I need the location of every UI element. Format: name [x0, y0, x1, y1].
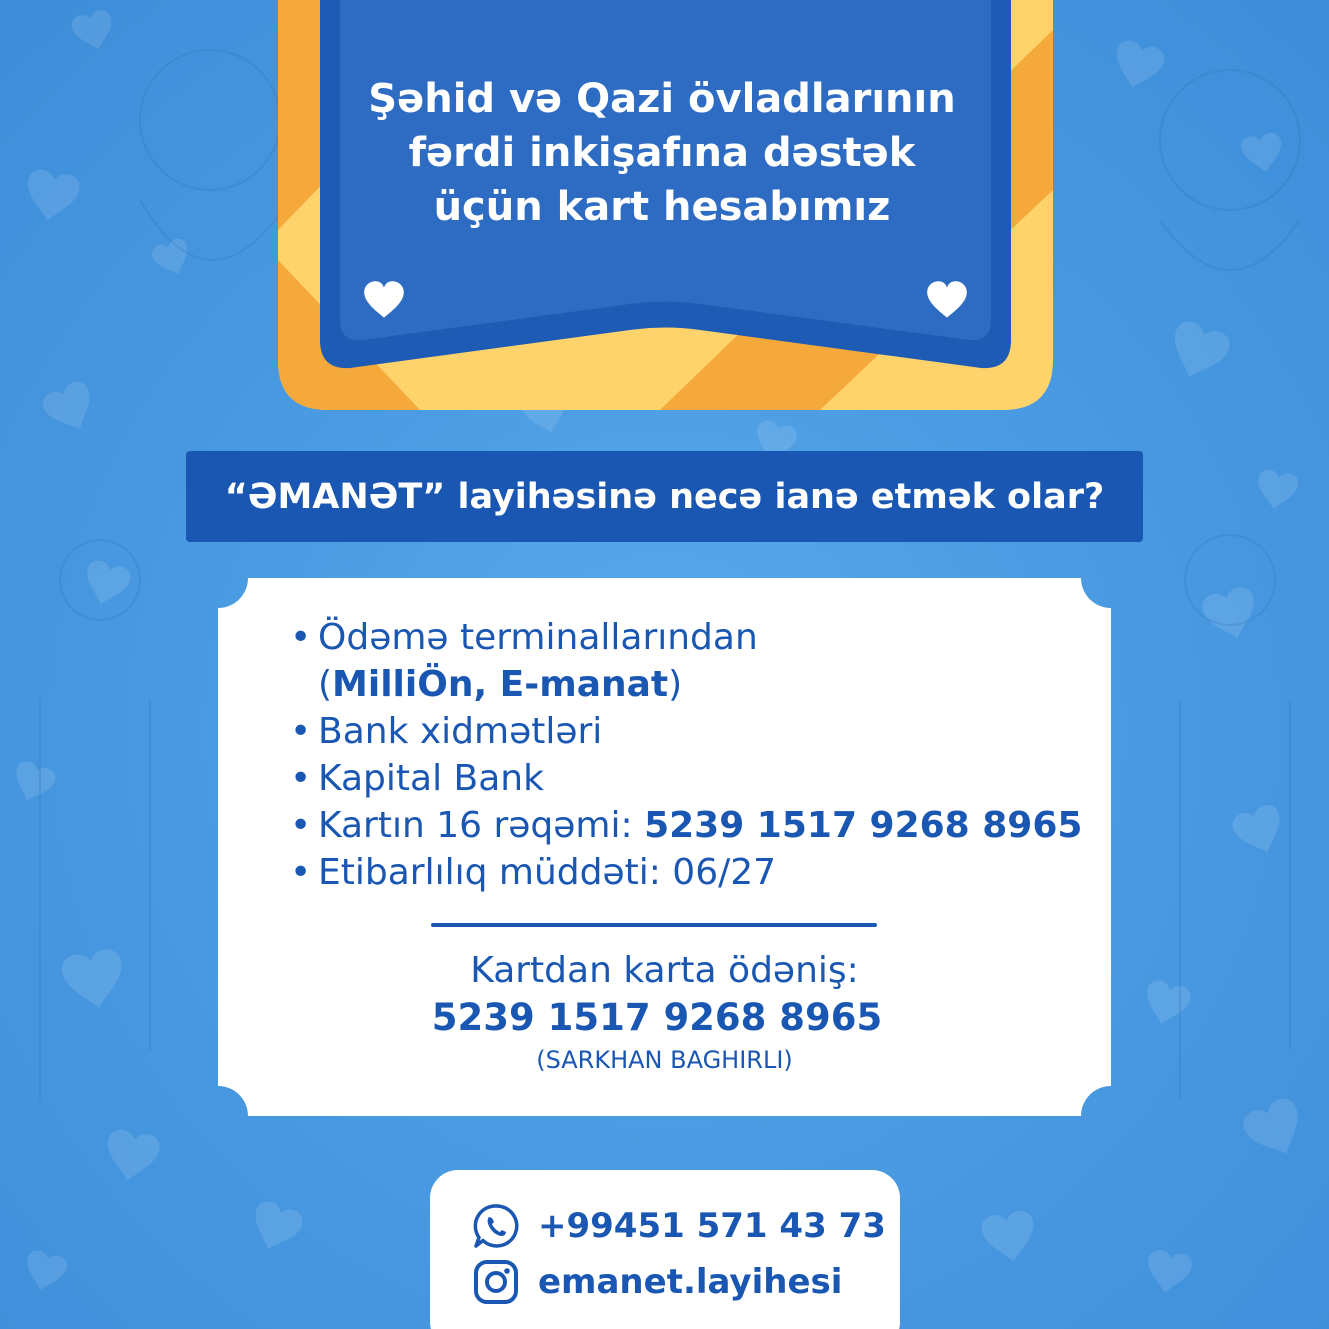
- instagram-icon: [472, 1258, 520, 1306]
- terminal-names: MilliÖn, E-manat: [332, 664, 669, 705]
- list-item: [288, 802, 1082, 849]
- page-title: [340, 72, 984, 234]
- card-number-label: Kartın 16 rəqəmi:: [318, 805, 645, 846]
- terminals-text: Ödəmə terminallarından: [318, 617, 758, 658]
- expiry-text: Etibarlılıq müddəti: 06/27: [318, 852, 777, 893]
- instagram-contact[interactable]: [472, 1258, 842, 1306]
- card-number: 5239 1517 9268 8965: [644, 805, 1083, 846]
- contacts-panel: [430, 1170, 900, 1329]
- list-item: [288, 755, 1082, 802]
- card-transfer-label: Kartdan karta ödəniş:: [470, 950, 859, 991]
- whatsapp-contact[interactable]: [472, 1202, 886, 1250]
- kapital-bank-text: Kapital Bank: [318, 758, 544, 799]
- paren-close: ): [668, 664, 683, 705]
- bank-services-text: Bank xidmətləri: [318, 711, 603, 752]
- list-item: [288, 708, 1082, 755]
- donation-methods-list: [288, 614, 1082, 896]
- heart-icon: [362, 280, 406, 320]
- card-owner-name: (SARKHAN BAGHIRLI): [536, 1046, 793, 1074]
- donation-info-card: [218, 578, 1111, 1116]
- paren-open: (: [318, 664, 333, 705]
- phone-number: +99451 571 43 73: [538, 1206, 886, 1246]
- divider: [431, 923, 877, 927]
- banner-text: “ƏMANƏT” layihəsinə necə ianə etmək olar?: [224, 476, 1105, 517]
- how-to-donate-banner: [186, 451, 1143, 542]
- list-item: [288, 614, 1082, 708]
- whatsapp-icon: [472, 1202, 520, 1250]
- card-transfer-number: 5239 1517 9268 8965: [431, 996, 883, 1039]
- list-item: [288, 849, 1082, 896]
- instagram-handle: emanet.layihesi: [538, 1262, 843, 1302]
- title-line: üçün kart hesabımız: [433, 184, 891, 230]
- heart-icon: [925, 280, 969, 320]
- title-line: fərdi inkişafına dəstək: [408, 130, 916, 176]
- terminals-names: [318, 661, 1082, 708]
- title-line: Şəhid və Qazi övladlarının: [368, 76, 956, 122]
